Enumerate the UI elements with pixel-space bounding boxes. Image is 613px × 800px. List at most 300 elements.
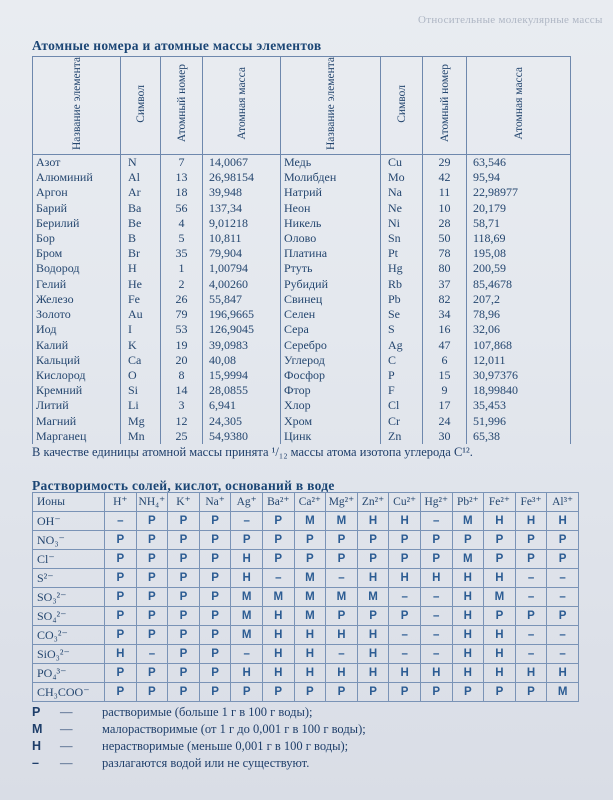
anion-label: S²⁻ <box>33 569 105 588</box>
element-symbol: Hg <box>381 261 423 276</box>
atomic-number: 24 <box>423 413 467 428</box>
solubility-cell: – <box>105 512 137 531</box>
solubility-cell: М <box>452 512 484 531</box>
solubility-row <box>33 626 579 645</box>
element-symbol: Cu <box>381 154 423 170</box>
solubility-cell: – <box>262 569 294 588</box>
solubility-cell: Р <box>199 683 231 702</box>
atomic-mass: 40,08 <box>203 352 281 367</box>
solubility-cell: М <box>357 588 389 607</box>
solubility-cell: Н <box>547 664 579 683</box>
anion-label: CH₃COO⁻ <box>33 683 105 702</box>
solubility-cell: Н <box>294 645 326 664</box>
element-name: Хлор <box>281 398 381 413</box>
mass-table-row <box>33 276 571 291</box>
solubility-cell: Р <box>199 531 231 550</box>
element-symbol: Mo <box>381 170 423 185</box>
element-name: Водород <box>33 261 121 276</box>
atomic-number: 1 <box>161 261 203 276</box>
solubility-cell: Н <box>326 626 358 645</box>
header-cell: Атомный номер <box>175 64 188 143</box>
element-symbol: K <box>121 337 161 352</box>
atomic-mass: 58,71 <box>467 216 571 231</box>
atomic-mass: 10,811 <box>203 231 281 246</box>
solubility-cell: М <box>231 626 263 645</box>
cation-header: K⁺ <box>168 493 200 512</box>
header-cell: Атомный номер <box>438 64 451 143</box>
anion-label: CO₃²⁻ <box>33 626 105 645</box>
atomic-mass: 1,00794 <box>203 261 281 276</box>
solubility-cell: Н <box>515 512 547 531</box>
solubility-cell: Р <box>105 664 137 683</box>
solubility-cell: Р <box>105 626 137 645</box>
solubility-table <box>32 492 579 702</box>
solubility-cell: Р <box>168 683 200 702</box>
mass-table-row <box>33 292 571 307</box>
solubility-cell: Н <box>262 664 294 683</box>
legend-item <box>32 755 366 772</box>
element-name: Берилий <box>33 216 121 231</box>
element-symbol: Ni <box>381 216 423 231</box>
header-cell: Символ <box>134 84 147 123</box>
element-name: Молибден <box>281 170 381 185</box>
atomic-mass: 200,59 <box>467 261 571 276</box>
atomic-number: 53 <box>161 322 203 337</box>
mass-table-row <box>33 398 571 413</box>
solubility-cell: Р <box>420 550 452 569</box>
element-symbol: He <box>121 276 161 291</box>
atomic-mass-unit-note: В качестве единицы атомной массы принята ¹/₁₂ массы атома изотопа углерода C¹². <box>32 445 473 459</box>
atomic-number: 78 <box>423 246 467 261</box>
solubility-cell: М <box>294 607 326 626</box>
atomic-mass: 207,2 <box>467 292 571 307</box>
solubility-cell: – <box>420 588 452 607</box>
atomic-mass: 12,011 <box>467 352 571 367</box>
atomic-number: 79 <box>161 307 203 322</box>
atomic-number: 26 <box>161 292 203 307</box>
solubility-cell: Н <box>515 664 547 683</box>
cation-header: Al³⁺ <box>547 493 579 512</box>
solubility-cell: Р <box>136 607 168 626</box>
atomic-number: 19 <box>161 337 203 352</box>
cation-header: Pb²⁺ <box>452 493 484 512</box>
element-symbol: Rb <box>381 276 423 291</box>
element-name: Азот <box>33 154 121 170</box>
solubility-cell: Н <box>547 512 579 531</box>
mass-table-row <box>33 429 571 444</box>
atomic-number: 16 <box>423 322 467 337</box>
solubility-row <box>33 683 579 702</box>
solubility-cell: Р <box>199 550 231 569</box>
mass-table-row <box>33 216 571 231</box>
mass-table-header-row <box>33 57 571 155</box>
atomic-number: 29 <box>423 154 467 170</box>
mass-table-row <box>33 352 571 367</box>
atomic-number: 4 <box>161 216 203 231</box>
atomic-number: 56 <box>161 200 203 215</box>
solubility-cell: Р <box>199 626 231 645</box>
atomic-number: 50 <box>423 231 467 246</box>
atomic-number: 28 <box>423 216 467 231</box>
ions-header: Ионы <box>33 493 105 512</box>
element-symbol: H <box>121 261 161 276</box>
solubility-cell: Н <box>389 569 421 588</box>
legend-dash: — <box>60 756 73 770</box>
mass-table-row <box>33 246 571 261</box>
solubility-cell: Р <box>105 550 137 569</box>
element-name: Иод <box>33 322 121 337</box>
solubility-cell: Р <box>484 550 516 569</box>
legend-key: Н <box>32 739 42 753</box>
solubility-cell: Н <box>294 664 326 683</box>
solubility-cell: – <box>389 626 421 645</box>
solubility-cell: – <box>547 626 579 645</box>
cation-header: Na⁺ <box>199 493 231 512</box>
solubility-cell: Р <box>136 531 168 550</box>
solubility-row <box>33 664 579 683</box>
atomic-number: 37 <box>423 276 467 291</box>
solubility-cell: Р <box>326 531 358 550</box>
legend-dash: — <box>60 739 73 753</box>
element-symbol: Ar <box>121 185 161 200</box>
solubility-cell: М <box>326 512 358 531</box>
solubility-cell: Р <box>105 683 137 702</box>
atomic-number: 12 <box>161 413 203 428</box>
element-symbol: Li <box>121 398 161 413</box>
element-symbol: Be <box>121 216 161 231</box>
atomic-mass: 78,96 <box>467 307 571 322</box>
atomic-number: 3 <box>161 398 203 413</box>
solubility-cell: Р <box>168 607 200 626</box>
atomic-number: 82 <box>423 292 467 307</box>
solubility-cell: Р <box>168 588 200 607</box>
element-name: Магний <box>33 413 121 428</box>
element-name: Золото <box>33 307 121 322</box>
mass-table-row <box>33 413 571 428</box>
solubility-cell: Р <box>262 683 294 702</box>
atomic-number: 47 <box>423 337 467 352</box>
solubility-cell: Р <box>420 531 452 550</box>
cation-header: Mg²⁺ <box>326 493 358 512</box>
element-symbol: P <box>381 368 423 383</box>
solubility-cell: Р <box>136 512 168 531</box>
atomic-mass: 54,9380 <box>203 429 281 444</box>
solubility-cell: Р <box>547 550 579 569</box>
solubility-legend <box>32 704 366 772</box>
element-name: Кислород <box>33 368 121 383</box>
legend-key: Р <box>32 705 41 719</box>
solubility-cell: Н <box>357 645 389 664</box>
cation-header: NH₄⁺ <box>136 493 168 512</box>
element-symbol: Pb <box>381 292 423 307</box>
solubility-cell: – <box>515 588 547 607</box>
element-name: Кремний <box>33 383 121 398</box>
solubility-cell: – <box>420 607 452 626</box>
cation-header: H⁺ <box>105 493 137 512</box>
anion-label: SO₃²⁻ <box>33 588 105 607</box>
element-name: Бром <box>33 246 121 261</box>
solubility-cell: М <box>294 512 326 531</box>
solubility-cell: – <box>136 645 168 664</box>
solubility-cell: Р <box>389 683 421 702</box>
solubility-cell: М <box>547 683 579 702</box>
legend-item <box>32 738 366 755</box>
solubility-cell: Р <box>262 512 294 531</box>
atomic-mass: 9,01218 <box>203 216 281 231</box>
atomic-number: 35 <box>161 246 203 261</box>
solubility-cell: Р <box>168 512 200 531</box>
legend-text: растворимые (больше 1 г в 100 г воды); <box>102 705 313 719</box>
atomic-mass: 65,38 <box>467 429 571 444</box>
solubility-cell: Р <box>168 645 200 664</box>
solubility-cell: Н <box>452 645 484 664</box>
solubility-cell: Р <box>262 531 294 550</box>
anion-label: OH⁻ <box>33 512 105 531</box>
element-symbol: Br <box>121 246 161 261</box>
solubility-cell: – <box>515 626 547 645</box>
cation-header: Fe²⁺ <box>484 493 516 512</box>
element-symbol: Ne <box>381 200 423 215</box>
mass-table-row <box>33 261 571 276</box>
show-through-heading: Относительные молекулярные массы <box>418 14 603 26</box>
element-name: Неон <box>281 200 381 215</box>
element-symbol: Pt <box>381 246 423 261</box>
solubility-cell: Н <box>452 588 484 607</box>
element-name: Никель <box>281 216 381 231</box>
element-symbol: Na <box>381 185 423 200</box>
atomic-number: 15 <box>423 368 467 383</box>
atomic-mass: 14,0067 <box>203 154 281 170</box>
mass-table-row <box>33 322 571 337</box>
element-name: Цинк <box>281 429 381 444</box>
atomic-mass: 126,9045 <box>203 322 281 337</box>
solubility-cell: Р <box>515 550 547 569</box>
solubility-cell: М <box>326 588 358 607</box>
solubility-cell: Р <box>199 588 231 607</box>
solubility-row <box>33 645 579 664</box>
header-cell: Атомная масса <box>235 67 248 140</box>
atomic-number: 6 <box>423 352 467 367</box>
cation-header: Zn²⁺ <box>357 493 389 512</box>
mass-table-row <box>33 307 571 322</box>
solubility-cell: – <box>231 645 263 664</box>
solubility-cell: Р <box>136 626 168 645</box>
element-name: Олово <box>281 231 381 246</box>
legend-key: – <box>32 756 39 770</box>
solubility-cell: Н <box>420 664 452 683</box>
atomic-mass: 35,453 <box>467 398 571 413</box>
element-name: Аргон <box>33 185 121 200</box>
solubility-cell: Р <box>484 607 516 626</box>
solubility-cell: М <box>294 569 326 588</box>
solubility-cell: М <box>231 588 263 607</box>
atomic-number: 11 <box>423 185 467 200</box>
element-name: Ртуть <box>281 261 381 276</box>
atomic-mass: 137,34 <box>203 200 281 215</box>
atomic-mass: 6,941 <box>203 398 281 413</box>
element-symbol: Ag <box>381 337 423 352</box>
mass-table-row <box>33 231 571 246</box>
atomic-number: 10 <box>423 200 467 215</box>
atomic-mass: 85,4678 <box>467 276 571 291</box>
anion-label: SO₄²⁻ <box>33 607 105 626</box>
header-cell: Название элемента <box>324 57 337 150</box>
atomic-mass: 26,98154 <box>203 170 281 185</box>
solubility-header-row <box>33 493 579 512</box>
solubility-cell: Р <box>136 683 168 702</box>
solubility-cell: Р <box>199 512 231 531</box>
mass-table-row <box>33 170 571 185</box>
solubility-cell: – <box>389 645 421 664</box>
solubility-cell: – <box>515 645 547 664</box>
element-name: Углерод <box>281 352 381 367</box>
atomic-mass: 196,9665 <box>203 307 281 322</box>
element-symbol: F <box>381 383 423 398</box>
solubility-cell: – <box>547 588 579 607</box>
atomic-mass: 51,996 <box>467 413 571 428</box>
solubility-cell: Р <box>547 607 579 626</box>
atomic-mass: 195,08 <box>467 246 571 261</box>
solubility-cell: Р <box>294 531 326 550</box>
solubility-cell: Н <box>452 664 484 683</box>
atomic-mass: 18,99840 <box>467 383 571 398</box>
solubility-cell: Н <box>262 645 294 664</box>
solubility-cell: Н <box>262 626 294 645</box>
element-symbol: Mg <box>121 413 161 428</box>
solubility-cell: Р <box>357 550 389 569</box>
element-symbol: B <box>121 231 161 246</box>
solubility-cell: – <box>231 512 263 531</box>
solubility-cell: – <box>547 645 579 664</box>
atomic-mass: 4,00260 <box>203 276 281 291</box>
element-name: Натрий <box>281 185 381 200</box>
legend-item <box>32 721 366 738</box>
solubility-cell: Н <box>262 607 294 626</box>
cation-header: Fe³⁺ <box>515 493 547 512</box>
element-symbol: Al <box>121 170 161 185</box>
solubility-table-title: Растворимость солей, кислот, оснований в воде <box>32 478 335 493</box>
atomic-number: 7 <box>161 154 203 170</box>
solubility-cell: М <box>452 550 484 569</box>
solubility-cell: Р <box>357 683 389 702</box>
solubility-cell: Р <box>294 550 326 569</box>
atomic-number: 18 <box>161 185 203 200</box>
element-symbol: Au <box>121 307 161 322</box>
solubility-cell: Р <box>515 531 547 550</box>
solubility-cell: Р <box>168 550 200 569</box>
atomic-mass: 63,546 <box>467 154 571 170</box>
solubility-cell: Р <box>389 550 421 569</box>
solubility-cell: – <box>420 626 452 645</box>
cation-header: Ba²⁺ <box>262 493 294 512</box>
atomic-number: 30 <box>423 429 467 444</box>
legend-text: разлагаются водой или не существуют. <box>102 756 310 770</box>
element-symbol: Cr <box>381 413 423 428</box>
header-cell: Название элемента <box>70 57 83 150</box>
atomic-mass: 79,904 <box>203 246 281 261</box>
solubility-row <box>33 531 579 550</box>
solubility-cell: – <box>515 569 547 588</box>
element-name: Рубидий <box>281 276 381 291</box>
legend-dash: — <box>60 705 73 719</box>
atomic-number: 8 <box>161 368 203 383</box>
atomic-mass: 32,06 <box>467 322 571 337</box>
solubility-cell: Н <box>484 569 516 588</box>
element-symbol: Mn <box>121 429 161 444</box>
element-symbol: Ba <box>121 200 161 215</box>
solubility-cell: М <box>262 588 294 607</box>
atomic-mass-table-title: Атомные номера и атомные массы элементов <box>32 38 322 53</box>
solubility-cell: Р <box>294 683 326 702</box>
anion-label: Cl⁻ <box>33 550 105 569</box>
solubility-cell: Р <box>136 664 168 683</box>
element-symbol: Fe <box>121 292 161 307</box>
solubility-cell: Р <box>389 607 421 626</box>
solubility-cell: Н <box>484 645 516 664</box>
anion-label: NO₃⁻ <box>33 531 105 550</box>
legend-item <box>32 704 366 721</box>
solubility-cell: Р <box>136 569 168 588</box>
atomic-mass: 55,847 <box>203 292 281 307</box>
atomic-number: 9 <box>423 383 467 398</box>
solubility-cell: Р <box>168 664 200 683</box>
atomic-mass: 28,0855 <box>203 383 281 398</box>
legend-text: нерастворимые (меньше 0,001 г в 100 г воды); <box>102 739 349 753</box>
element-name: Медь <box>281 154 381 170</box>
solubility-cell: Р <box>326 683 358 702</box>
solubility-cell: Р <box>105 588 137 607</box>
solubility-cell: Р <box>231 531 263 550</box>
solubility-cell: Н <box>484 512 516 531</box>
element-name: Алюминий <box>33 170 121 185</box>
solubility-cell: – <box>420 512 452 531</box>
solubility-cell: Н <box>484 664 516 683</box>
anion-label: SiO₃²⁻ <box>33 645 105 664</box>
legend-text: малорастворимые (от 1 г до 0,001 г в 100 г воды); <box>102 722 366 736</box>
element-name: Платина <box>281 246 381 261</box>
solubility-cell: Р <box>199 645 231 664</box>
solubility-cell: Р <box>484 531 516 550</box>
solubility-cell: Р <box>231 683 263 702</box>
solubility-cell: Н <box>357 664 389 683</box>
solubility-cell: – <box>420 645 452 664</box>
solubility-cell: Р <box>515 683 547 702</box>
solubility-cell: Н <box>357 512 389 531</box>
solubility-cell: Р <box>357 607 389 626</box>
atomic-mass: 107,868 <box>467 337 571 352</box>
element-symbol: I <box>121 322 161 337</box>
solubility-cell: Р <box>105 607 137 626</box>
atomic-mass: 24,305 <box>203 413 281 428</box>
solubility-cell: Н <box>420 569 452 588</box>
atomic-number: 13 <box>161 170 203 185</box>
cation-header: Hg²⁺ <box>420 493 452 512</box>
solubility-cell: – <box>326 645 358 664</box>
solubility-row <box>33 588 579 607</box>
solubility-cell: Н <box>484 626 516 645</box>
solubility-cell: – <box>389 588 421 607</box>
cation-header: Cu²⁺ <box>389 493 421 512</box>
element-symbol: N <box>121 154 161 170</box>
mass-table-row <box>33 368 571 383</box>
legend-dash: — <box>60 722 73 736</box>
solubility-cell: Н <box>389 664 421 683</box>
solubility-cell: Р <box>484 683 516 702</box>
element-name: Железо <box>33 292 121 307</box>
solubility-row <box>33 607 579 626</box>
atomic-number: 20 <box>161 352 203 367</box>
solubility-cell: Н <box>357 569 389 588</box>
